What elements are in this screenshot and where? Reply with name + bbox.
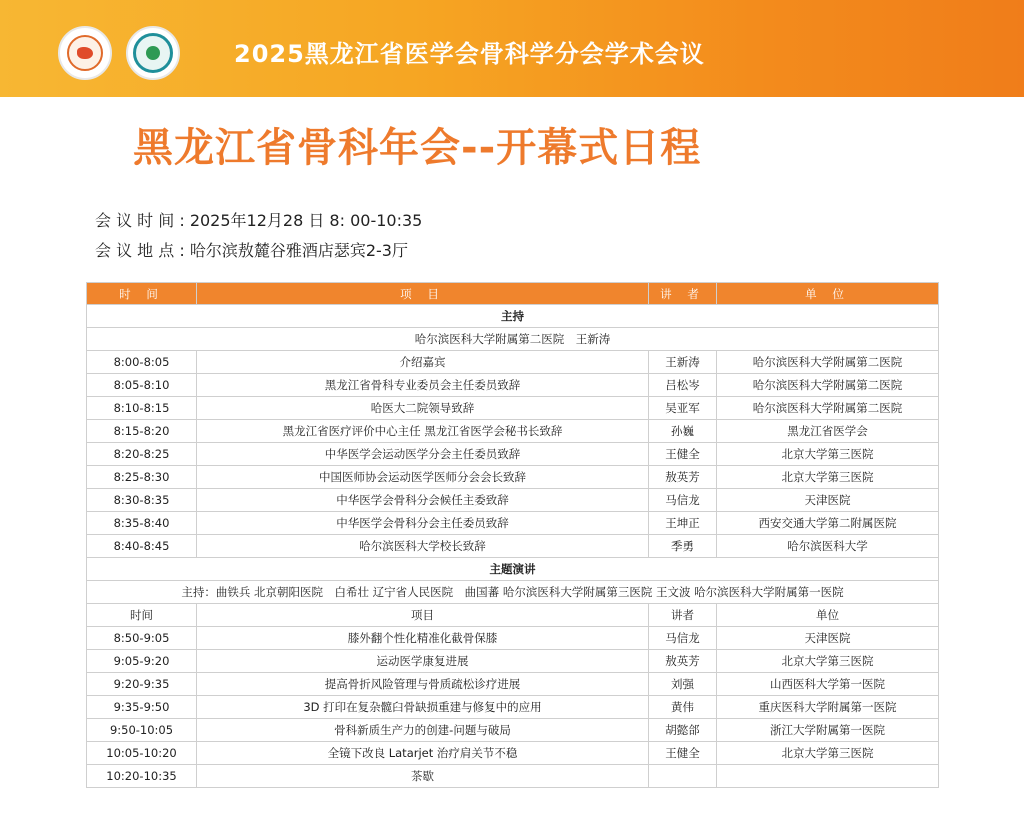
section-host-row bbox=[87, 328, 939, 351]
section-title-row bbox=[87, 558, 939, 581]
cell-speaker: 王新涛 bbox=[649, 351, 717, 374]
cell-time: 时间 bbox=[87, 604, 197, 627]
cell-unit: 哈尔滨医科大学附属第二医院 bbox=[717, 374, 939, 397]
cell-item: 茶歇 bbox=[197, 765, 649, 788]
meeting-time: 会 议 时 间 : 2025年12月28 日 8: 00-10:35 bbox=[95, 211, 423, 230]
table-header-row bbox=[87, 283, 939, 305]
cell-speaker: 刘强 bbox=[649, 673, 717, 696]
table-row bbox=[87, 443, 939, 466]
cell-speaker: 敖英芳 bbox=[649, 466, 717, 489]
cell-item: 骨科新质生产力的创建-问题与破局 bbox=[197, 719, 649, 742]
section-title: 主持 bbox=[87, 305, 939, 328]
cell-speaker: 吴亚军 bbox=[649, 397, 717, 420]
cell-unit: 北京大学第三医院 bbox=[717, 443, 939, 466]
cell-speaker: 孙巍 bbox=[649, 420, 717, 443]
cell-time: 8:10-8:15 bbox=[87, 397, 197, 420]
medical-association-logo-icon bbox=[58, 26, 112, 80]
table-row bbox=[87, 535, 939, 558]
table-row bbox=[87, 673, 939, 696]
cell-speaker: 胡懿郃 bbox=[649, 719, 717, 742]
cell-item: 中华医学会骨科分会候任主委致辞 bbox=[197, 489, 649, 512]
cell-time: 9:50-10:05 bbox=[87, 719, 197, 742]
cell-unit: 山西医科大学第一医院 bbox=[717, 673, 939, 696]
table-row bbox=[87, 512, 939, 535]
table-row bbox=[87, 696, 939, 719]
cell-speaker: 王坤正 bbox=[649, 512, 717, 535]
section-host: 哈尔滨医科大学附属第二医院 王新涛 bbox=[87, 328, 939, 351]
cell-speaker: 黄伟 bbox=[649, 696, 717, 719]
cell-speaker: 吕松岑 bbox=[649, 374, 717, 397]
cell-unit: 哈尔滨医科大学附属第二医院 bbox=[717, 351, 939, 374]
section-title: 主题演讲 bbox=[87, 558, 939, 581]
header-time: 时 间 bbox=[87, 283, 197, 305]
cell-time: 8:35-8:40 bbox=[87, 512, 197, 535]
cell-unit: 北京大学第三医院 bbox=[717, 650, 939, 673]
table-row bbox=[87, 742, 939, 765]
cell-item: 黑龙江省医疗评价中心主任 黑龙江省医学会秘书长致辞 bbox=[197, 420, 649, 443]
cell-speaker bbox=[649, 765, 717, 788]
orthopedics-society-logo-icon bbox=[126, 26, 180, 80]
table-row bbox=[87, 420, 939, 443]
table-row bbox=[87, 374, 939, 397]
cell-item: 全镜下改良 Latarjet 治疗肩关节不稳 bbox=[197, 742, 649, 765]
cell-item: 膝外翻个性化精准化截骨保膝 bbox=[197, 627, 649, 650]
meeting-place: 会 议 地 点 : 哈尔滨敖麓谷雅酒店瑟宾2-3厅 bbox=[95, 241, 408, 260]
table-row bbox=[87, 719, 939, 742]
cell-unit: 西安交通大学第二附属医院 bbox=[717, 512, 939, 535]
table-row bbox=[87, 397, 939, 420]
cell-speaker: 王健全 bbox=[649, 742, 717, 765]
table-row bbox=[87, 650, 939, 673]
cell-time: 8:20-8:25 bbox=[87, 443, 197, 466]
cell-unit: 浙江大学附属第一医院 bbox=[717, 719, 939, 742]
header-banner bbox=[0, 0, 1024, 97]
cell-speaker: 马信龙 bbox=[649, 627, 717, 650]
cell-speaker: 季勇 bbox=[649, 535, 717, 558]
cell-item: 中华医学会骨科分会主任委员致辞 bbox=[197, 512, 649, 535]
table-row bbox=[87, 765, 939, 788]
cell-item: 项目 bbox=[197, 604, 649, 627]
page-title: 黑龙江省骨科年会--开幕式日程 bbox=[133, 125, 702, 171]
cell-time: 8:15-8:20 bbox=[87, 420, 197, 443]
cell-speaker: 王健全 bbox=[649, 443, 717, 466]
table-row bbox=[87, 466, 939, 489]
cell-speaker: 讲者 bbox=[649, 604, 717, 627]
cell-time: 10:20-10:35 bbox=[87, 765, 197, 788]
cell-speaker: 马信龙 bbox=[649, 489, 717, 512]
cell-time: 9:05-9:20 bbox=[87, 650, 197, 673]
header-speaker: 讲 者 bbox=[649, 283, 717, 305]
section-host: 主持：曲铁兵 北京朝阳医院 白希壮 辽宁省人民医院 曲国蕃 哈尔滨医科大学附属第三医院 王文波 哈尔滨医科大学附属第一医院 bbox=[87, 581, 939, 604]
cell-unit: 哈尔滨医科大学附属第二医院 bbox=[717, 397, 939, 420]
cell-item: 提高骨折风险管理与骨质疏松诊疗进展 bbox=[197, 673, 649, 696]
cell-time: 8:30-8:35 bbox=[87, 489, 197, 512]
cell-time: 8:00-8:05 bbox=[87, 351, 197, 374]
cell-unit: 天津医院 bbox=[717, 627, 939, 650]
cell-time: 8:40-8:45 bbox=[87, 535, 197, 558]
table-row bbox=[87, 627, 939, 650]
subheader-row bbox=[87, 604, 939, 627]
cell-unit: 单位 bbox=[717, 604, 939, 627]
cell-unit: 北京大学第三医院 bbox=[717, 742, 939, 765]
cell-time: 9:20-9:35 bbox=[87, 673, 197, 696]
cell-time: 8:05-8:10 bbox=[87, 374, 197, 397]
cell-item: 哈医大二院领导致辞 bbox=[197, 397, 649, 420]
cell-unit: 北京大学第三医院 bbox=[717, 466, 939, 489]
cell-unit: 哈尔滨医科大学 bbox=[717, 535, 939, 558]
cell-item: 中华医学会运动医学分会主任委员致辞 bbox=[197, 443, 649, 466]
cell-unit: 天津医院 bbox=[717, 489, 939, 512]
cell-item: 哈尔滨医科大学校长致辞 bbox=[197, 535, 649, 558]
banner-title: 2025黑龙江省医学会骨科学分会学术会议 bbox=[234, 40, 705, 68]
schedule-table bbox=[86, 282, 939, 788]
cell-unit bbox=[717, 765, 939, 788]
header-unit: 单 位 bbox=[717, 283, 939, 305]
cell-item: 3D 打印在复杂髋臼骨缺损重建与修复中的应用 bbox=[197, 696, 649, 719]
cell-item: 中国医师协会运动医学医师分会会长致辞 bbox=[197, 466, 649, 489]
header-item: 项 目 bbox=[197, 283, 649, 305]
cell-item: 黑龙江省骨科专业委员会主任委员致辞 bbox=[197, 374, 649, 397]
cell-time: 8:25-8:30 bbox=[87, 466, 197, 489]
table-row bbox=[87, 351, 939, 374]
cell-speaker: 敖英芳 bbox=[649, 650, 717, 673]
cell-item: 运动医学康复进展 bbox=[197, 650, 649, 673]
cell-unit: 重庆医科大学附属第一医院 bbox=[717, 696, 939, 719]
section-host-row bbox=[87, 581, 939, 604]
cell-time: 9:35-9:50 bbox=[87, 696, 197, 719]
cell-time: 10:05-10:20 bbox=[87, 742, 197, 765]
cell-unit: 黑龙江省医学会 bbox=[717, 420, 939, 443]
table-row bbox=[87, 489, 939, 512]
cell-time: 8:50-9:05 bbox=[87, 627, 197, 650]
section-title-row bbox=[87, 305, 939, 328]
cell-item: 介绍嘉宾 bbox=[197, 351, 649, 374]
